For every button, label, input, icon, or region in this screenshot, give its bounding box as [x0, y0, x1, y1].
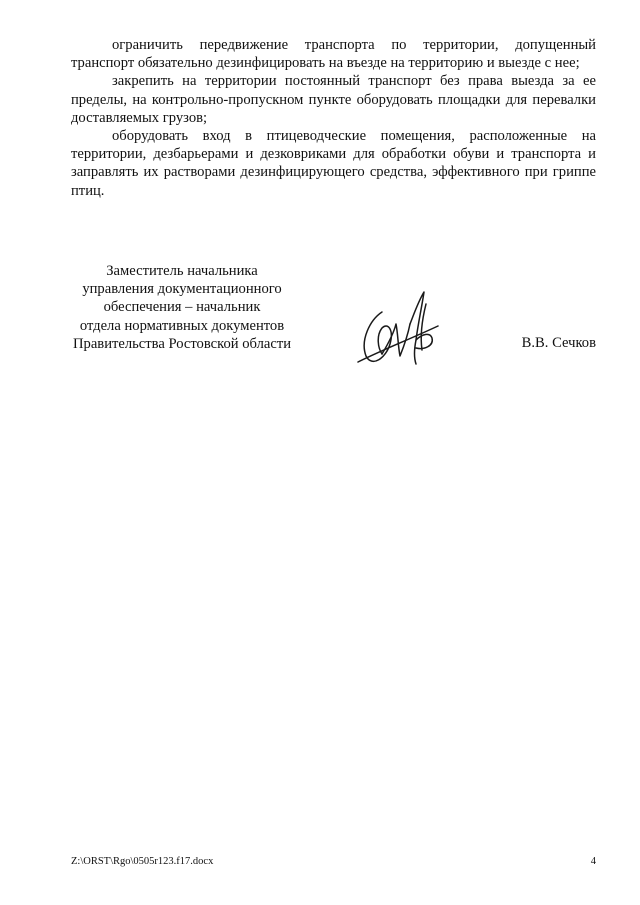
signer-name: В.В. Сечков — [521, 335, 596, 351]
position-line-1: Заместитель начальника — [106, 263, 258, 279]
signatory-position — [52, 262, 312, 353]
document-body — [71, 36, 596, 200]
body-paragraph-1: ограничить передвижение транспорта по территории, допущенный транспорт обязательно дезинфицировать на въезде на территорию и выезде с нее; — [71, 37, 596, 72]
body-paragraph-2: закрепить на территории постоянный транспорт без права выезда за ее пределы, на контрольно-пропускном пункте оборудовать площадки для перевалки доставляемых грузов; — [71, 73, 596, 126]
position-line-2: управления документационного — [82, 281, 282, 298]
position-line-5: Правительства Ростовской области — [72, 335, 292, 352]
position-line-4: отдела нормативных документов — [79, 317, 285, 334]
handwritten-signature — [352, 284, 442, 372]
body-paragraph-3: оборудовать вход в птицеводческие помещения, расположенные на территории, дезбарьерами и дезковриками для обработки обуви и транспорта и заправлять их растворами дезинфицирующего средства, эффективного при гриппе птиц. — [71, 128, 596, 199]
position-line-3: обеспечения – начальник — [103, 299, 261, 316]
footer-page-number: 4 — [590, 856, 596, 867]
footer-file-path: Z:\ORST\Rgo\0505r123.f17.docx — [71, 856, 214, 867]
